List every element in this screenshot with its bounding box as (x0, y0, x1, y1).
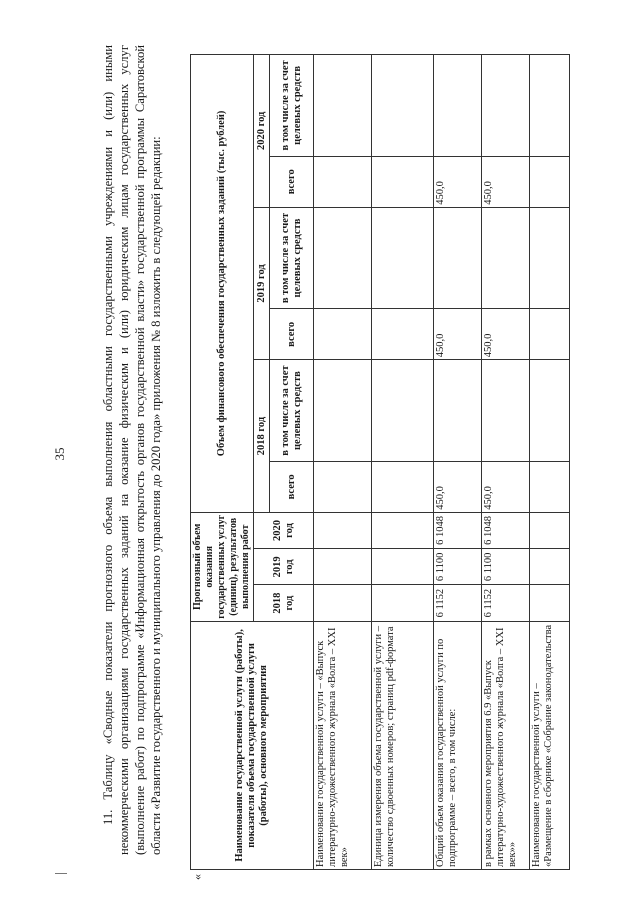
cell-volume-2019 (314, 549, 372, 585)
scan-mark (55, 873, 67, 874)
cell-target-2018 (434, 360, 482, 462)
page-number: 35 (52, 447, 67, 461)
cell-volume-2019: 6 1100 (434, 549, 482, 585)
header-total-2020: всего (270, 156, 314, 207)
cell-total-2018 (530, 461, 570, 512)
cell-total-2019 (530, 309, 570, 360)
cell-total-2018: 450,0 (482, 461, 530, 512)
cell-target-2020 (372, 55, 434, 157)
cell-volume-2019 (530, 549, 570, 585)
cell-volume-2020 (314, 512, 372, 548)
cell-target-2020 (482, 55, 530, 157)
header-volume-2019: 2019 год (254, 549, 314, 585)
cell-volume-2018 (372, 585, 434, 621)
cell-volume-2019: 6 1100 (482, 549, 530, 585)
cell-target-2020 (434, 55, 482, 157)
cell-volume-2020 (372, 512, 434, 548)
cell-total-2020: 450,0 (434, 156, 482, 207)
header-finance-2019: 2019 год (254, 207, 270, 360)
cell-total-2018 (372, 461, 434, 512)
header-volume-2018: 2018 год (254, 585, 314, 621)
cell-total-2019: 450,0 (482, 309, 530, 360)
header-volume-group: Прогнозный объем оказания государственных услуг (единиц), результатов выполнения работ (191, 512, 254, 621)
cell-total-2020 (314, 156, 372, 207)
header-finance-2020: 2020 год (254, 55, 270, 208)
row-label: Наименование государственной услуги – «Выпуск литературно-художественного журнала «Волга – XXI век» (314, 621, 372, 869)
cell-volume-2018: 6 1152 (482, 585, 530, 621)
header-total-2019: всего (270, 309, 314, 360)
cell-total-2020 (530, 156, 570, 207)
cell-target-2020 (530, 55, 570, 157)
cell-total-2020: 450,0 (482, 156, 530, 207)
header-target-2020: в том числе за счет целевых средств (270, 55, 314, 157)
table-row (314, 55, 372, 870)
cell-total-2019 (314, 309, 372, 360)
cell-target-2018 (372, 360, 434, 462)
cell-total-2018 (314, 461, 372, 512)
row-label: Единица измерения объема государственной услуги – количество сдвоенных номеров; страниц pdf-формата (372, 621, 434, 869)
cell-total-2019: 450,0 (434, 309, 482, 360)
cell-volume-2018 (530, 585, 570, 621)
cell-target-2019 (530, 207, 570, 309)
row-label: в рамках основного мероприятия 6.9 «Выпуск литературно-художественного журнала «Волга – XXI век»» (482, 621, 530, 869)
header-name-column: Наименование государственной услуги (работы), показателя объема государственной услуги (работы), основного мероприятия (191, 621, 314, 869)
table-row (372, 55, 434, 870)
cell-volume-2018 (314, 585, 372, 621)
cell-volume-2018: 6 1152 (434, 585, 482, 621)
cell-total-2019 (372, 309, 434, 360)
row-label: Общий объем оказания государственной услуги по подпрограмме – всего, в том числе: (434, 621, 482, 869)
cell-total-2020 (372, 156, 434, 207)
table-row (530, 55, 570, 870)
cell-volume-2020 (530, 512, 570, 548)
header-target-2019: в том числе за счет целевых средств (270, 207, 314, 309)
cell-target-2019 (482, 207, 530, 309)
table-row (434, 55, 482, 870)
cell-total-2018: 450,0 (434, 461, 482, 512)
cell-target-2019 (372, 207, 434, 309)
table-open-quote: « (190, 874, 204, 880)
cell-volume-2020: 6 1048 (434, 512, 482, 548)
header-volume-2020: 2020 год (254, 512, 314, 548)
cell-target-2018 (314, 360, 372, 462)
header-finance-2018: 2018 год (254, 360, 270, 513)
cell-target-2019 (434, 207, 482, 309)
cell-target-2019 (314, 207, 372, 309)
header-target-2018: в том числе за счет целевых средств (270, 360, 314, 462)
intro-paragraph: 11. Таблицу «Сводные показатели прогнозного объема выполнения областными государственными учреждениями и (или) иными некоммерческими организациями государственных заданий на оказание физическим и (или) юридическим лицам государственных услуг (выполнение работ) по подпрограмме «Информационная открытость органов государственной власти» государственной программы Саратовской области «Развитие государственного и муниципального управления до 2020 года» приложения № 8 изложить в следующей редакции: (101, 45, 163, 855)
header-total-2018: всего (270, 461, 314, 512)
cell-target-2018 (482, 360, 530, 462)
table-row (482, 55, 530, 870)
rotated-page-content (100, 30, 640, 880)
row-label: Наименование государственной услуги – «Размещение в сборнике «Собрание законодательства (530, 621, 570, 869)
indicators-table (190, 54, 570, 870)
cell-target-2020 (314, 55, 372, 157)
cell-volume-2020: 6 1048 (482, 512, 530, 548)
cell-volume-2019 (372, 549, 434, 585)
cell-target-2018 (530, 360, 570, 462)
header-finance-group: Объем финансового обеспечения государственных заданий (тыс. рублей) (191, 55, 254, 513)
